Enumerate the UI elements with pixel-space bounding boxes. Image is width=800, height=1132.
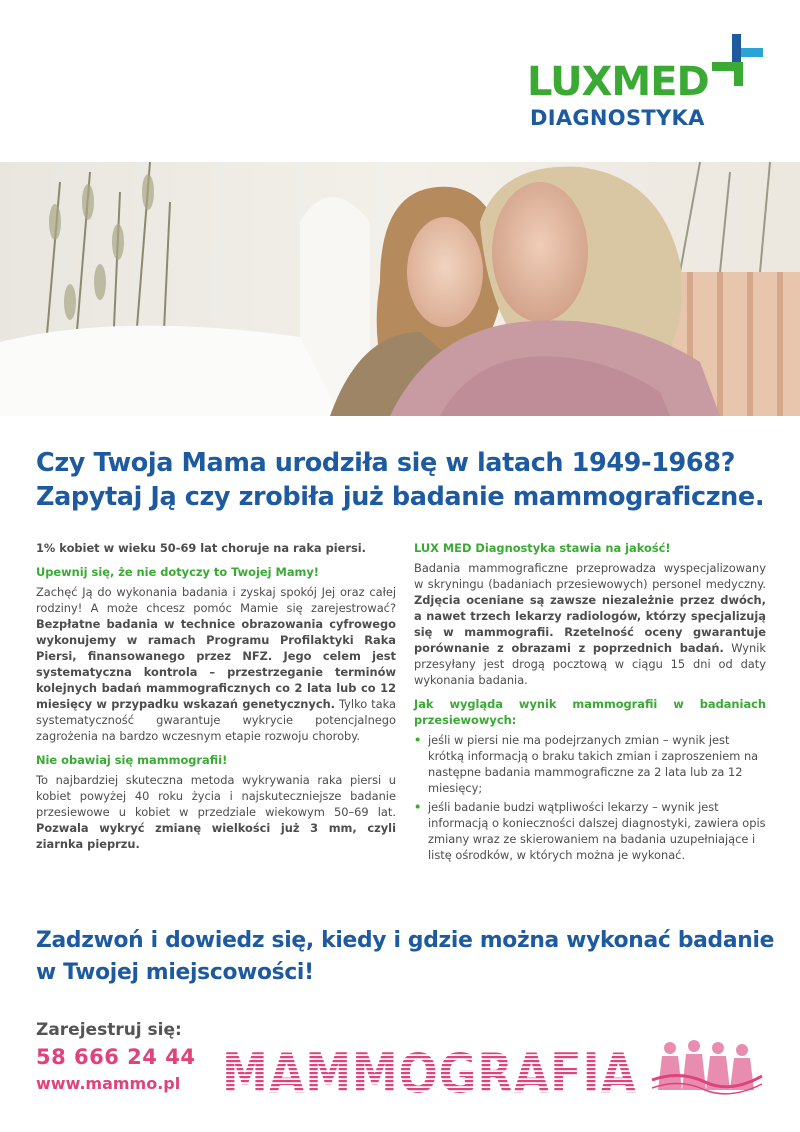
left-paragraph-1 xyxy=(36,584,396,744)
call-to-action xyxy=(36,925,786,989)
right-heading-2: Jak wygląda wynik mammografii w badaniach przesiewowych: xyxy=(414,697,766,727)
left-p2-text-a: To najbardziej skuteczna metoda wykrywania raka piersi u kobiet powyżej 40 roku życia i najskuteczniejsze badanie przesiewowe u kobiet w przedziale wiekowym 50–69 lat. xyxy=(36,773,396,819)
bullet-icon: • xyxy=(414,733,422,747)
logo-sub: DIAGNOSTYKA xyxy=(530,106,705,130)
wordmark-text: MAMMOGRAFIA xyxy=(222,1042,637,1105)
website-link[interactable]: www.mammo.pl xyxy=(36,1074,181,1093)
register-label: Zarejestruj się: xyxy=(36,1020,182,1040)
right-paragraph-1 xyxy=(414,560,766,688)
left-p1-text-c: Tylko taka systematyczność gwarantuje wykrycie potencjalnego zagrożenia na bardzo wczesnym etapie rozwoju choroby. xyxy=(36,697,397,743)
woman-hugging-mother-photo xyxy=(0,162,800,416)
right-p1-text-a: Badania mammograficzne przeprowadza wyspecjalizowany w skryningu (badaniach przesiewowych) personel medyczny. xyxy=(414,561,766,591)
mammografia-wordmark xyxy=(222,1040,642,1105)
headline-line-1: Czy Twoja Mama urodziła się w latach 1949-1968? xyxy=(36,448,735,478)
right-column xyxy=(414,540,766,866)
bullet-text-2: jeśli badanie budzi wątpliwości lekarzy – wynik jest informacją o konieczności dalszej diagnostyki, zawiera opis zmiany wraz ze skierowaniem na badania uzupełniające i listę ośrodków, w których można je wykonać. xyxy=(428,800,766,862)
headline-line-2: Zapytaj Ją czy zrobiła już badanie mammograficzne. xyxy=(36,482,765,512)
left-paragraph-2 xyxy=(36,772,396,852)
bullet-text-1: jeśli w piersi nie ma podejrzanych zmian – wynik jest krótką informacją o braku takich zmian i zaproszeniem na następne badania mammograficzne za 2 lata lub za 12 miesięcy; xyxy=(428,733,759,795)
left-lead: 1% kobiet w wieku 50-69 lat choruje na raka piersi. xyxy=(36,541,366,555)
left-column xyxy=(36,540,396,852)
phone-number-link[interactable]: 58 666 24 44 xyxy=(36,1045,196,1069)
cta-line-1: Zadzwoń i dowiedz się, kiedy i gdzie można wykonać badanie xyxy=(36,928,775,953)
bullet-icon: • xyxy=(414,800,422,814)
left-p2-bold: Pozwala wykryć zmianę wielkości już 3 mm, czyli ziarnka pieprzu. xyxy=(36,821,396,851)
luxmed-logo xyxy=(527,34,767,134)
left-p1-text-a: Zachęć Ją do wykonania badania i zyskaj spokój Jej oraz całej rodziny! A może chcesz pomóc Mamie się zarejestrować? xyxy=(36,585,396,615)
left-heading-2: Nie obawiaj się mammografii! xyxy=(36,753,228,767)
logo-brand: LUXMED xyxy=(527,59,709,105)
cta-line-2: w Twojej miejscowości! xyxy=(36,960,314,985)
photo-illustration xyxy=(0,162,800,416)
right-heading-1: LUX MED Diagnostyka stawia na jakość! xyxy=(414,541,671,555)
logo-cross-icon xyxy=(712,34,767,89)
pink-ribbon-figures-icon xyxy=(650,1040,768,1100)
right-p1-text-c: Wynik przesyłany jest drogą pocztową w ciągu 15 dni od daty wykonania badania. xyxy=(414,641,766,687)
left-heading-1: Upewnij się, że nie dotyczy to Twojej Mamy! xyxy=(36,565,319,579)
headline xyxy=(36,446,786,514)
left-p1-bold: Bezpłatne badania w technice obrazowania cyfrowego wykonujemy w ramach Programu Profilaktyki Raka Piersi, finansowanego przez NFZ. Jego celem jest systematyczna kontrola – przestrzeganie terminów kolejnych badań mammograficznych co 2 lata lub co 12 miesięcy w przypadku wskazań genetycznych. xyxy=(36,617,396,711)
list-item xyxy=(414,732,766,796)
right-p1-bold: Zdjęcia oceniane są zawsze niezależnie przez dwóch, a nawet trzech lekarzy radiologów, którzy specjalizują się w mammografii. Rzetelność oceny gwarantuje porównanie z obrazami z poprzednich badań. xyxy=(414,593,766,655)
list-item xyxy=(414,799,766,863)
result-bullet-list xyxy=(414,732,766,863)
